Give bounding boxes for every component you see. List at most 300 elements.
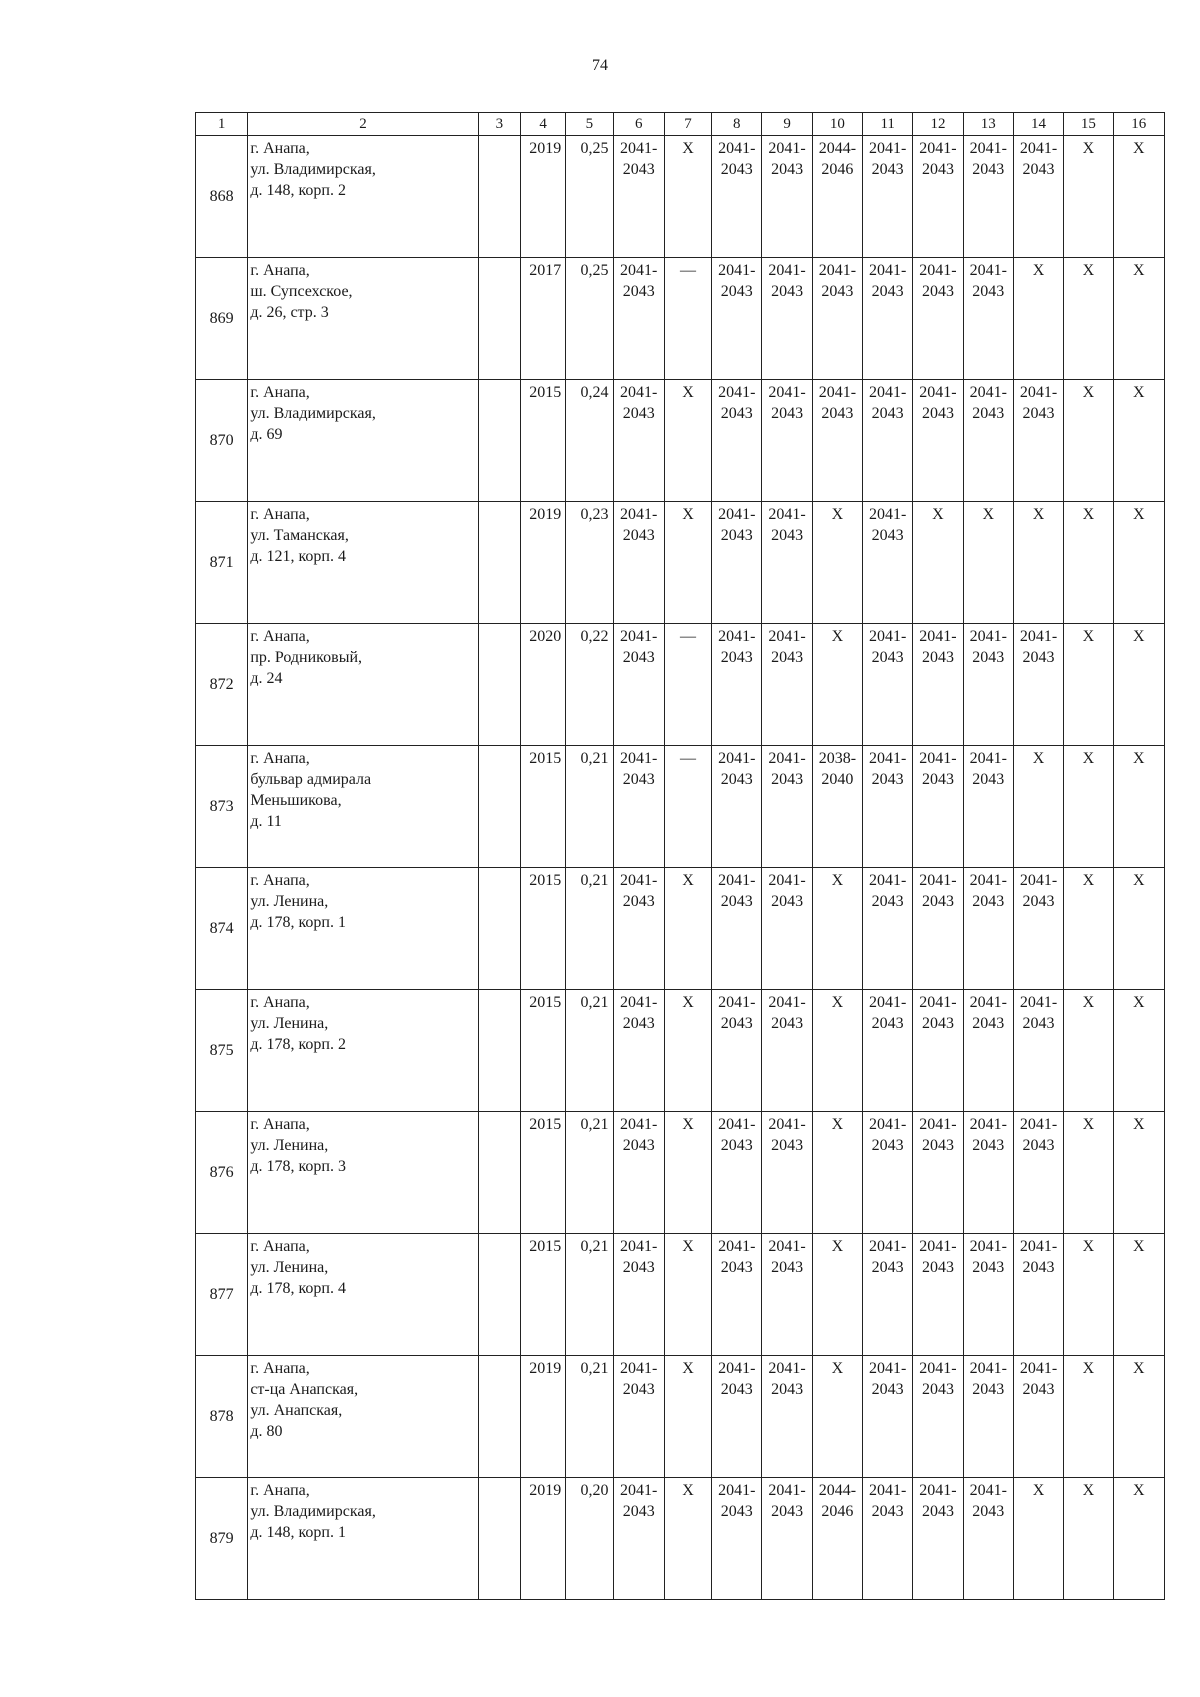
address-line: г. Анапа,: [250, 750, 310, 767]
address-cell: [248, 868, 478, 990]
table-row: [196, 624, 1165, 746]
period-cell-10: [812, 624, 862, 746]
period-line: 2041-: [969, 1360, 1007, 1377]
row-number: 868: [196, 136, 248, 258]
address-line: д. 80: [250, 1423, 283, 1440]
row-number: 869: [196, 258, 248, 380]
period-line: 2041-: [919, 1116, 957, 1133]
table-row: [196, 258, 1165, 380]
period-cell-6: [613, 1112, 664, 1234]
period-cell-8: [712, 1478, 762, 1600]
year-cell: 2020: [520, 624, 565, 746]
period-line: 2041-: [620, 872, 658, 889]
period-line: 2041-: [869, 750, 907, 767]
row-number: 874: [196, 868, 248, 990]
period-cell-13: [963, 136, 1013, 258]
period-line: 2043: [972, 649, 1005, 666]
row-number: 870: [196, 380, 248, 502]
row-number: 876: [196, 1112, 248, 1234]
period-cell-13: [963, 746, 1013, 868]
period-cell-7: [664, 1356, 711, 1478]
period-line: 2043: [871, 1137, 904, 1154]
mark-cell-15: X: [1064, 502, 1113, 624]
period-cell-12: [913, 380, 963, 502]
address-line: ст-ца Анапская,: [250, 1381, 359, 1398]
period-line: 2043: [921, 1137, 954, 1154]
period-line: —: [679, 262, 696, 279]
period-line: 2043: [972, 1381, 1005, 1398]
period-cell-13: [963, 1112, 1013, 1234]
period-cell-13: [963, 1234, 1013, 1356]
period-line: 2043: [771, 527, 804, 544]
period-line: X: [831, 872, 844, 889]
table-row: [196, 136, 1165, 258]
period-cell-9: [762, 502, 812, 624]
period-line: 2041-: [620, 506, 658, 523]
period-line: 2043: [771, 1381, 804, 1398]
address-cell: [248, 1478, 478, 1600]
row-number: 879: [196, 1478, 248, 1600]
period-line: 2043: [1022, 1381, 1055, 1398]
period-line: 2043: [720, 405, 753, 422]
column-header: 7: [664, 113, 711, 136]
row-number: 871: [196, 502, 248, 624]
period-line: 2041-: [718, 506, 756, 523]
period-cell-12: [913, 1234, 963, 1356]
address-line: г. Анапа,: [250, 262, 310, 279]
period-line: 2043: [871, 1381, 904, 1398]
address-cell: [248, 258, 478, 380]
period-line: 2043: [972, 1503, 1005, 1520]
period-line: 2043: [720, 771, 753, 788]
period-cell-8: [712, 380, 762, 502]
period-line: 2043: [771, 771, 804, 788]
mark-cell-16: X: [1113, 258, 1165, 380]
period-line: 2043: [921, 649, 954, 666]
address-line: ул. Ленина,: [250, 1259, 329, 1276]
address-line: д. 178, корп. 3: [250, 1158, 346, 1175]
address-line: г. Анапа,: [250, 384, 310, 401]
period-line: X: [682, 140, 694, 157]
period-line: 2043: [771, 1015, 804, 1032]
col-3-cell: [478, 1234, 520, 1356]
period-line: 2041-: [1019, 1238, 1058, 1255]
column-header: 14: [1013, 113, 1063, 136]
period-cell-12: [913, 1478, 963, 1600]
address-cell: [248, 136, 478, 258]
period-cell-12: [913, 1112, 963, 1234]
mark-cell-16: X: [1113, 1112, 1165, 1234]
address-cell: [248, 1112, 478, 1234]
column-header: 4: [520, 113, 565, 136]
period-line: 2041-: [869, 1116, 907, 1133]
address-line: ул. Владимирская,: [250, 405, 376, 422]
period-line: 2041-: [919, 1482, 957, 1499]
period-cell-7: [664, 1112, 711, 1234]
period-line: 2041-: [718, 1360, 756, 1377]
period-line: 2041-: [919, 750, 957, 767]
period-line: 2041-: [919, 872, 957, 889]
period-line: 2043: [771, 1503, 804, 1520]
period-line: 2043: [622, 283, 655, 300]
period-cell-6: [613, 868, 664, 990]
mark-cell-15: X: [1064, 1356, 1113, 1478]
address-line: г. Анапа,: [250, 1238, 310, 1255]
period-line: 2041-: [919, 140, 957, 157]
period-cell-9: [762, 1234, 812, 1356]
row-number: 872: [196, 624, 248, 746]
address-line: ул. Таманская,: [250, 527, 349, 544]
period-line: 2041-: [869, 140, 907, 157]
address-line: д. 11: [250, 813, 282, 830]
period-line: 2041-: [919, 262, 957, 279]
year-cell: 2015: [520, 990, 565, 1112]
column-header: 10: [812, 113, 862, 136]
period-cell-13: [963, 990, 1013, 1112]
period-cell-10: [812, 746, 862, 868]
period-line: 2043: [720, 527, 753, 544]
mark-cell-16: X: [1113, 868, 1165, 990]
period-line: 2043: [622, 1259, 655, 1276]
period-line: 2043: [771, 893, 804, 910]
column-header: 13: [963, 113, 1013, 136]
period-cell-7: [664, 258, 711, 380]
period-cell-13: [963, 624, 1013, 746]
mark-cell-15: X: [1064, 1478, 1113, 1600]
period-line: X: [831, 1116, 844, 1133]
mark-cell-15: X: [1064, 258, 1113, 380]
mark-cell-16: X: [1113, 1478, 1165, 1600]
period-line: 2041-: [768, 1116, 806, 1133]
period-cell-9: [762, 258, 812, 380]
ratio-cell: 0,21: [566, 1356, 613, 1478]
period-cell-14: [1013, 1234, 1063, 1356]
period-cell-11: [863, 868, 913, 990]
address-cell: [248, 502, 478, 624]
period-line: 2043: [720, 1259, 753, 1276]
period-cell-9: [762, 1356, 812, 1478]
period-line: 2043: [720, 1015, 753, 1032]
address-line: г. Анапа,: [250, 1482, 310, 1499]
period-line: 2041-: [1019, 872, 1058, 889]
mark-cell-15: X: [1064, 624, 1113, 746]
mark-cell-15: X: [1064, 136, 1113, 258]
period-line: 2041-: [1019, 140, 1058, 157]
period-line: 2041-: [869, 1482, 907, 1499]
period-cell-14: [1013, 868, 1063, 990]
mark-cell-16: X: [1113, 624, 1165, 746]
mark-cell-16: X: [1113, 380, 1165, 502]
period-cell-6: [613, 380, 664, 502]
period-cell-9: [762, 746, 812, 868]
period-line: 2041-: [919, 628, 957, 645]
col-3-cell: [478, 1478, 520, 1600]
period-line: 2046: [821, 161, 854, 178]
period-line: 2043: [720, 1381, 753, 1398]
table-row: [196, 380, 1165, 502]
period-line: 2043: [972, 405, 1005, 422]
period-line: 2041-: [1019, 1116, 1058, 1133]
table-row: [196, 990, 1165, 1112]
period-line: X: [1032, 750, 1045, 767]
period-cell-11: [863, 990, 913, 1112]
period-cell-7: [664, 380, 711, 502]
period-line: 2041-: [718, 994, 756, 1011]
period-line: 2041-: [620, 1238, 658, 1255]
col-3-cell: [478, 1356, 520, 1478]
period-line: 2041-: [768, 994, 806, 1011]
period-line: 2043: [622, 527, 655, 544]
column-header: 12: [913, 113, 963, 136]
period-line: 2043: [771, 283, 804, 300]
period-line: 2043: [1022, 405, 1055, 422]
period-line: 2043: [771, 1259, 804, 1276]
period-cell-6: [613, 1478, 664, 1600]
period-cell-14: [1013, 990, 1063, 1112]
period-line: 2041-: [869, 872, 907, 889]
period-cell-11: [863, 1478, 913, 1600]
period-line: X: [831, 1238, 844, 1255]
period-cell-11: [863, 746, 913, 868]
period-line: 2043: [871, 771, 904, 788]
period-line: 2043: [871, 1259, 904, 1276]
ratio-cell: 0,23: [566, 502, 613, 624]
address-line: ул. Ленина,: [250, 893, 329, 910]
period-cell-6: [613, 1234, 664, 1356]
ratio-cell: 0,20: [566, 1478, 613, 1600]
year-cell: 2015: [520, 380, 565, 502]
period-line: 2043: [921, 1503, 954, 1520]
period-cell-10: [812, 1356, 862, 1478]
period-line: 2041-: [718, 384, 756, 401]
mark-cell-15: X: [1064, 1112, 1113, 1234]
period-cell-11: [863, 502, 913, 624]
column-header: 8: [712, 113, 762, 136]
period-line: 2041-: [620, 994, 658, 1011]
period-cell-6: [613, 1356, 664, 1478]
period-line: 2041-: [818, 262, 857, 279]
year-cell: 2015: [520, 1234, 565, 1356]
period-line: 2041-: [869, 628, 907, 645]
table-row: [196, 868, 1165, 990]
period-line: X: [1032, 262, 1045, 279]
table-row: [196, 746, 1165, 868]
period-cell-10: [812, 258, 862, 380]
period-line: 2041-: [718, 1482, 756, 1499]
row-number: 877: [196, 1234, 248, 1356]
period-line: X: [682, 1482, 694, 1499]
period-line: 2041-: [869, 384, 907, 401]
period-cell-8: [712, 258, 762, 380]
period-line: 2043: [921, 893, 954, 910]
period-line: 2043: [622, 1015, 655, 1032]
mark-cell-16: X: [1113, 136, 1165, 258]
period-cell-13: [963, 258, 1013, 380]
period-cell-14: [1013, 502, 1063, 624]
period-line: X: [831, 994, 844, 1011]
period-line: 2041-: [620, 262, 658, 279]
period-line: 2043: [771, 1137, 804, 1154]
period-line: 2041-: [718, 1116, 756, 1133]
period-line: X: [831, 506, 844, 523]
period-line: 2043: [720, 161, 753, 178]
ratio-cell: 0,24: [566, 380, 613, 502]
period-line: 2041-: [869, 506, 907, 523]
address-line: д. 69: [250, 426, 283, 443]
mark-cell-15: X: [1064, 868, 1113, 990]
column-header: 11: [863, 113, 913, 136]
period-cell-9: [762, 380, 812, 502]
year-cell: 2019: [520, 502, 565, 624]
period-line: 2041-: [768, 628, 806, 645]
period-line: 2043: [622, 649, 655, 666]
period-line: 2041-: [869, 1360, 907, 1377]
period-cell-9: [762, 990, 812, 1112]
period-cell-6: [613, 502, 664, 624]
year-cell: 2015: [520, 1112, 565, 1234]
period-line: 2043: [972, 771, 1005, 788]
period-line: 2041-: [768, 872, 806, 889]
year-cell: 2017: [520, 258, 565, 380]
period-line: 2046: [821, 1503, 854, 1520]
ratio-cell: 0,21: [566, 990, 613, 1112]
period-cell-6: [613, 990, 664, 1112]
ratio-cell: 0,21: [566, 868, 613, 990]
period-cell-7: [664, 624, 711, 746]
mark-cell-16: X: [1113, 990, 1165, 1112]
period-line: 2041-: [969, 1482, 1007, 1499]
row-number: 878: [196, 1356, 248, 1478]
period-cell-12: [913, 746, 963, 868]
period-line: 2041-: [620, 1482, 658, 1499]
period-line: 2041-: [919, 1238, 957, 1255]
period-line: 2043: [1022, 649, 1055, 666]
period-line: 2043: [921, 1381, 954, 1398]
period-line: 2043: [972, 1015, 1005, 1032]
address-line: д. 148, корп. 1: [250, 1524, 346, 1541]
address-line: г. Анапа,: [250, 140, 310, 157]
period-cell-8: [712, 1234, 762, 1356]
period-cell-9: [762, 624, 812, 746]
period-line: 2043: [871, 893, 904, 910]
period-cell-9: [762, 868, 812, 990]
period-line: 2044-: [818, 1482, 857, 1499]
period-line: 2041-: [969, 628, 1007, 645]
period-line: 2041-: [1019, 628, 1058, 645]
period-line: 2038-: [818, 750, 857, 767]
period-line: 2041-: [620, 140, 658, 157]
period-line: 2043: [1022, 893, 1055, 910]
period-line: 2043: [921, 1259, 954, 1276]
period-line: 2041-: [768, 384, 806, 401]
address-line: д. 148, корп. 2: [250, 182, 346, 199]
address-line: д. 24: [250, 670, 283, 687]
period-line: 2043: [871, 1503, 904, 1520]
period-line: 2043: [1022, 161, 1055, 178]
period-line: 2041-: [768, 1238, 806, 1255]
period-cell-8: [712, 136, 762, 258]
period-line: 2041-: [818, 384, 857, 401]
period-line: 2041-: [969, 140, 1007, 157]
address-cell: [248, 990, 478, 1112]
mark-cell-16: X: [1113, 746, 1165, 868]
year-cell: 2019: [520, 1356, 565, 1478]
address-cell: [248, 380, 478, 502]
period-cell-8: [712, 502, 762, 624]
period-line: 2041-: [919, 994, 957, 1011]
period-line: —: [679, 750, 696, 767]
period-line: X: [682, 506, 694, 523]
col-3-cell: [478, 380, 520, 502]
period-line: X: [831, 1360, 844, 1377]
period-cell-10: [812, 1112, 862, 1234]
period-cell-12: [913, 990, 963, 1112]
address-cell: [248, 746, 478, 868]
period-line: 2041-: [1019, 1360, 1058, 1377]
period-cell-10: [812, 1478, 862, 1600]
period-cell-11: [863, 624, 913, 746]
period-cell-7: [664, 746, 711, 868]
period-line: 2043: [720, 283, 753, 300]
period-cell-12: [913, 868, 963, 990]
period-cell-8: [712, 624, 762, 746]
col-3-cell: [478, 1112, 520, 1234]
period-cell-14: [1013, 746, 1063, 868]
period-line: 2043: [921, 405, 954, 422]
period-line: 2041-: [620, 1360, 658, 1377]
period-cell-11: [863, 1234, 913, 1356]
table-row: [196, 502, 1165, 624]
period-line: 2041-: [768, 506, 806, 523]
period-line: 2041-: [768, 1360, 806, 1377]
period-line: 2041-: [969, 384, 1007, 401]
col-3-cell: [478, 258, 520, 380]
col-3-cell: [478, 624, 520, 746]
period-cell-7: [664, 868, 711, 990]
period-line: 2041-: [869, 262, 907, 279]
period-line: 2043: [622, 893, 655, 910]
period-cell-14: [1013, 1356, 1063, 1478]
address-line: ул. Владимирская,: [250, 1503, 376, 1520]
row-number: 875: [196, 990, 248, 1112]
mark-cell-16: X: [1113, 1356, 1165, 1478]
period-line: 2043: [720, 1137, 753, 1154]
period-cell-13: [963, 1356, 1013, 1478]
period-cell-8: [712, 1112, 762, 1234]
period-line: 2041-: [1019, 994, 1058, 1011]
table-row: [196, 1356, 1165, 1478]
period-cell-10: [812, 868, 862, 990]
page-number: 74: [592, 57, 608, 74]
period-line: 2041-: [768, 1482, 806, 1499]
period-cell-11: [863, 380, 913, 502]
period-line: X: [1032, 506, 1045, 523]
period-line: 2043: [921, 161, 954, 178]
period-line: X: [1032, 1482, 1045, 1499]
period-line: 2043: [622, 405, 655, 422]
address-line: Меньшикова,: [250, 792, 342, 809]
year-cell: 2019: [520, 136, 565, 258]
mark-cell-16: X: [1113, 502, 1165, 624]
period-line: 2041-: [718, 1238, 756, 1255]
period-line: 2043: [622, 1503, 655, 1520]
period-cell-10: [812, 502, 862, 624]
period-line: 2044-: [818, 140, 857, 157]
period-cell-14: [1013, 624, 1063, 746]
period-line: 2043: [821, 283, 854, 300]
period-cell-11: [863, 258, 913, 380]
period-line: 2041-: [768, 262, 806, 279]
